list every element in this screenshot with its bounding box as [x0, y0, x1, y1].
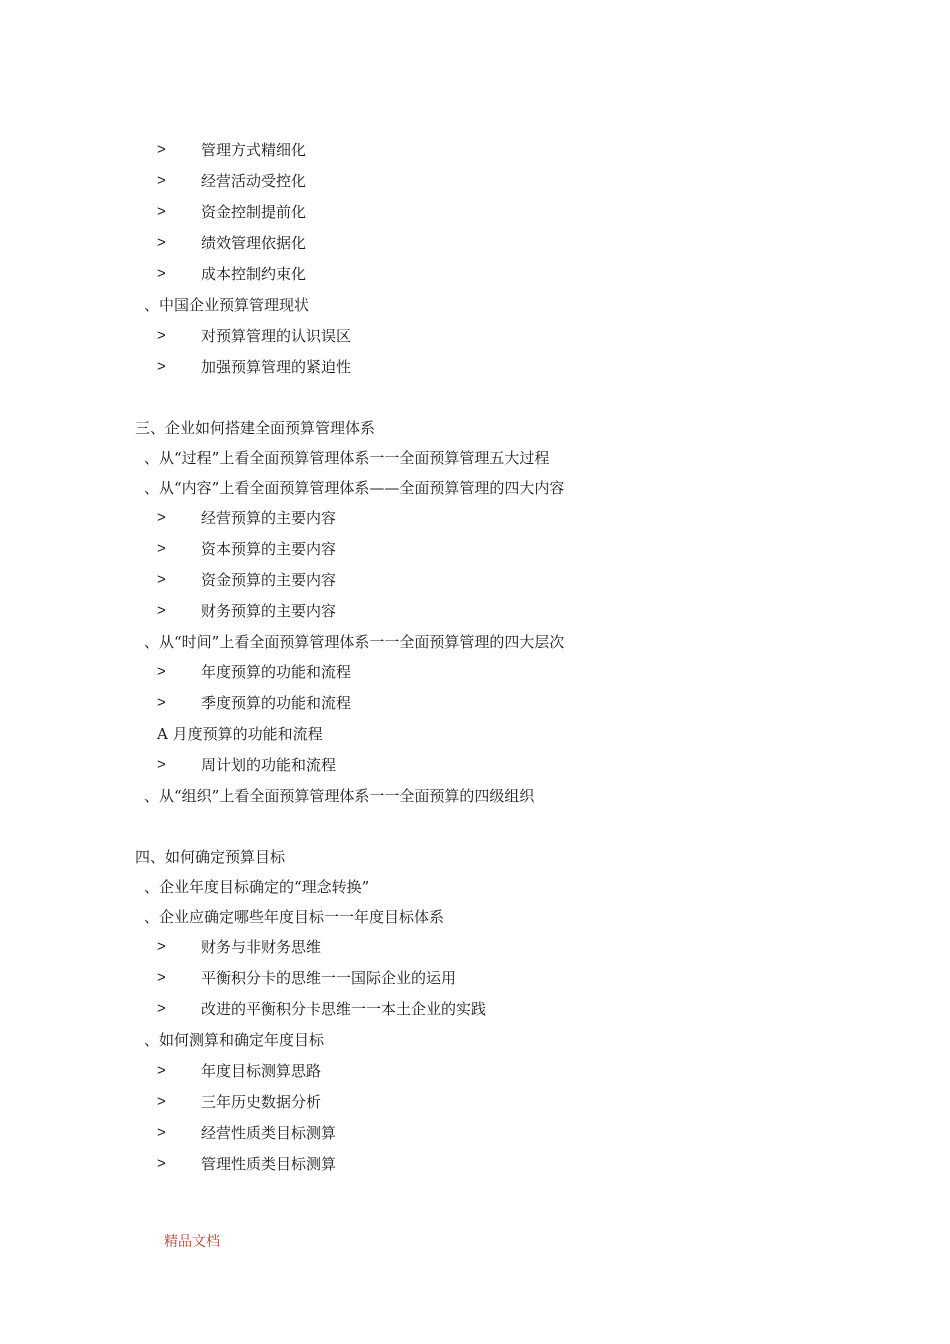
bullet-text: 管理性质类目标测算 [201, 1155, 337, 1173]
bullet-text: 经营预算的主要内容 [201, 509, 337, 527]
bullet-text: 财务与非财务思维 [201, 938, 322, 956]
bullet-text: 平衡积分卡的思维一一国际企业的运用 [201, 969, 457, 987]
bullet-text: 成本控制约束化 [201, 265, 307, 283]
bullet-marker: > [157, 327, 166, 344]
outline-item: A 月度预算的功能和流程 [157, 725, 323, 743]
subsection-heading: 、从“时间”上看全面预算管理体系一一全面预算管理的四大层次 [144, 633, 565, 651]
bullet-marker: > [157, 234, 166, 251]
bullet-text: 加强预算管理的紧迫性 [201, 358, 352, 376]
bullet-text: 资金控制提前化 [201, 203, 307, 221]
bullet-marker: > [157, 938, 166, 955]
bullet-marker: > [157, 1000, 166, 1017]
bullet-marker: > [157, 969, 166, 986]
subsection-heading: 、从“组织”上看全面预算管理体系一一全面预算的四级组织 [144, 787, 535, 805]
subsection-heading: 、从“过程”上看全面预算管理体系一一全面预算管理五大过程 [144, 449, 550, 467]
subsection-heading: 、企业年度目标确定的“理念转换” [144, 878, 370, 896]
bullet-text: 财务预算的主要内容 [201, 602, 337, 620]
bullet-marker: > [157, 203, 166, 220]
bullet-text: 季度预算的功能和流程 [201, 694, 352, 712]
bullet-text: 管理方式精细化 [201, 141, 307, 159]
section-heading: 三、企业如何搭建全面预算管理体系 [135, 419, 376, 437]
section-heading: 四、如何确定预算目标 [135, 848, 286, 866]
bullet-marker: > [157, 663, 166, 680]
bullet-text: 年度目标测算思路 [201, 1062, 322, 1080]
bullet-text: 经营活动受控化 [201, 172, 307, 190]
subsection-heading: 、如何测算和确定年度目标 [144, 1031, 325, 1049]
bullet-marker: > [157, 141, 166, 158]
bullet-text: 年度预算的功能和流程 [201, 663, 352, 681]
bullet-text: 资金预算的主要内容 [201, 571, 337, 589]
bullet-text: 改进的平衡积分卡思维一一本土企业的实践 [201, 1000, 487, 1018]
bullet-marker: > [157, 756, 166, 773]
footer-watermark: 精品文档 [164, 1234, 220, 1250]
bullet-marker: > [157, 1062, 166, 1079]
bullet-text: 三年历史数据分析 [201, 1093, 322, 1111]
bullet-marker: > [157, 602, 166, 619]
subsection-heading: 、企业应确定哪些年度目标一一年度目标体系 [144, 908, 445, 926]
bullet-marker: > [157, 265, 166, 282]
bullet-text: 资本预算的主要内容 [201, 540, 337, 558]
bullet-marker: > [157, 509, 166, 526]
bullet-marker: > [157, 1124, 166, 1141]
bullet-marker: > [157, 571, 166, 588]
bullet-marker: > [157, 540, 166, 557]
bullet-marker: > [157, 358, 166, 375]
bullet-marker: > [157, 172, 166, 189]
subsection-heading: 、从“内容”上看全面预算管理体系——全面预算管理的四大内容 [144, 479, 565, 497]
bullet-text: 经营性质类目标测算 [201, 1124, 337, 1142]
bullet-marker: > [157, 1093, 166, 1110]
bullet-marker: > [157, 694, 166, 711]
bullet-marker: > [157, 1155, 166, 1172]
bullet-text: 对预算管理的认识误区 [201, 327, 352, 345]
bullet-text: 绩效管理依据化 [201, 234, 307, 252]
bullet-text: 周计划的功能和流程 [201, 756, 337, 774]
subsection-heading: 、中国企业预算管理现状 [144, 296, 310, 314]
